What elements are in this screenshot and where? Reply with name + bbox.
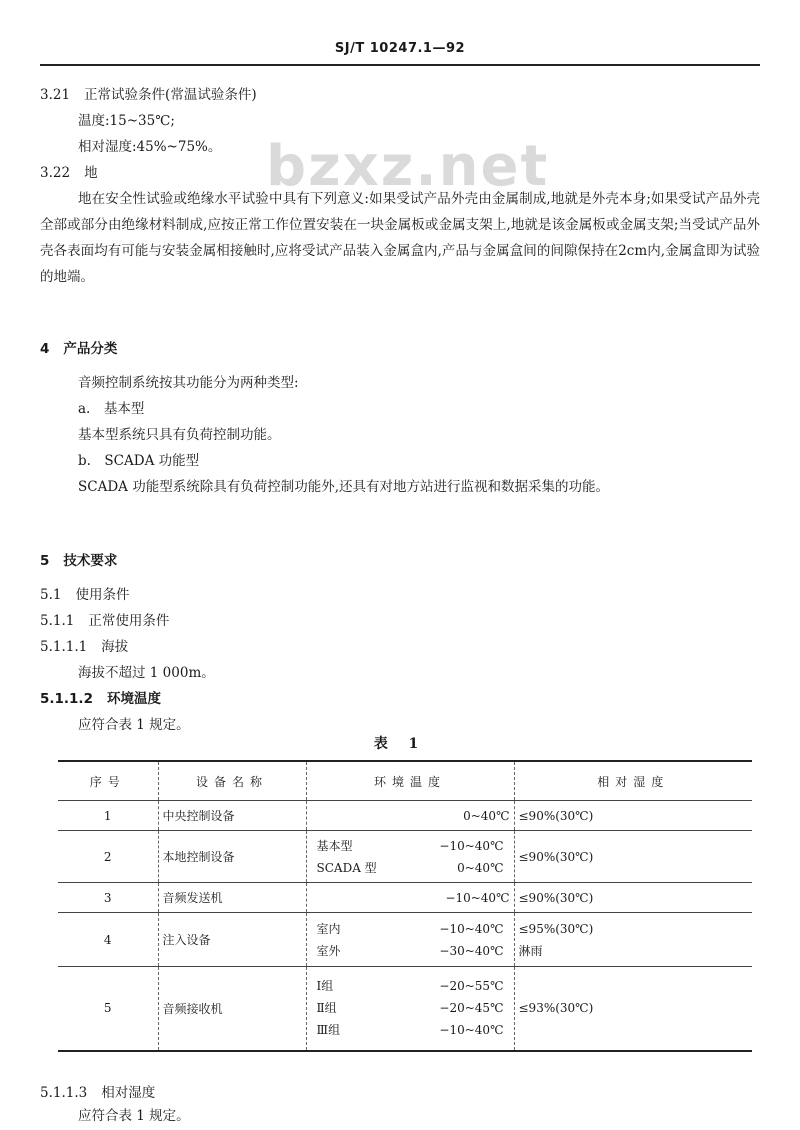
section-number: 4 xyxy=(40,341,50,357)
variant-label: 室外 xyxy=(316,943,341,958)
temperature-subrow xyxy=(311,918,510,940)
section-title: 地 xyxy=(84,165,98,181)
table-row xyxy=(58,913,752,967)
watermark: bzxz.net xyxy=(266,134,550,199)
type-a-description: 基本型系统只具有负荷控制功能。 xyxy=(78,427,281,443)
variant-label: SCADA 型 xyxy=(316,860,377,875)
section-title: 正常使用条件 xyxy=(88,613,170,629)
header-equipment: 设备名称 xyxy=(158,761,306,801)
humidity-value: ≤90%(30℃) xyxy=(514,831,752,883)
humidity-note: 淋雨 xyxy=(518,943,543,958)
section-title: 正常试验条件(常温试验条件) xyxy=(84,87,257,103)
humidity-value: ≤90%(30℃) xyxy=(514,801,752,831)
ambient-temperature-text: 应符合表 1 规定。 xyxy=(78,717,190,733)
section-5-1-heading xyxy=(40,582,760,608)
temperature-range: 0~40℃ xyxy=(306,801,514,831)
type-b-description: SCADA 功能型系统除具有负荷控制功能外,还具有对地方站进行监视和数据采集的功能。 xyxy=(78,479,609,495)
section-3-22 xyxy=(40,160,760,290)
header-ambient-temperature: 环境温度 xyxy=(306,761,514,801)
humidity-line: 相对湿度:45%~75%。 xyxy=(78,139,222,155)
row-number: 3 xyxy=(58,883,158,913)
row-number: 4 xyxy=(58,913,158,967)
table-1-caption: 表 1 xyxy=(373,736,427,752)
table-row xyxy=(58,883,752,913)
section-5-1-1-1-heading xyxy=(40,634,760,660)
altitude-text: 海拔不超过 1 000m。 xyxy=(78,665,215,681)
section-number: 5.1.1 xyxy=(40,613,75,629)
humidity-value: ≤93%(30℃) xyxy=(514,967,752,1051)
table-row xyxy=(58,831,752,883)
temperature-range: −10~40℃ xyxy=(306,883,514,913)
section-3-21-heading xyxy=(40,82,760,108)
section-5-1-1-3-heading xyxy=(40,1080,760,1106)
variant-label: 室内 xyxy=(316,921,341,936)
temperature-subrow xyxy=(311,835,510,857)
classification-intro: 音频控制系统按其功能分为两种类型: xyxy=(78,375,299,391)
temperature-range: −10~40℃ xyxy=(439,921,504,936)
row-number: 2 xyxy=(58,831,158,883)
section-number: 5.1 xyxy=(40,587,62,603)
section-title: 海拔 xyxy=(101,639,129,655)
section-number: 3.21 xyxy=(40,87,71,103)
group-label: Ⅲ组 xyxy=(316,1023,341,1038)
humidity-value: ≤90%(30℃) xyxy=(514,883,752,913)
temperature-line: 温度:15~35℃; xyxy=(78,113,175,129)
temperature-subrow xyxy=(311,975,510,997)
temperature-range: 0~40℃ xyxy=(457,860,504,875)
relative-humidity-text: 应符合表 1 规定。 xyxy=(78,1108,190,1124)
temperature-range: −10~40℃ xyxy=(439,838,504,853)
section-number: 3.22 xyxy=(40,165,71,181)
type-a-label: a. 基本型 xyxy=(78,401,145,417)
temperature-cell xyxy=(306,831,514,883)
temperature-subrow xyxy=(311,940,510,962)
section-title: 技术要求 xyxy=(63,553,118,569)
ground-definition-paragraph: 地在安全性试验或绝缘水平试验中具有下列意义:如果受试产品外壳由金属制成,地就是外壳本身;如果受试产品外壳全部或部分由绝缘材料制成,应按正常工作位置安装在一块金属板或金属支架上,地就是该金属板或金属支架;当受试产品外壳各表面均有可能与安装金属相接触时,应将受试产品装入金属盒内,产品与金属盒间的间隙保持在2cm内,金属盒即为试验的地端。 xyxy=(40,191,760,285)
type-b-label: b. SCADA 功能型 xyxy=(78,453,200,469)
section-number: 5.1.1.2 xyxy=(40,691,93,707)
section-5-1-1-2-heading xyxy=(40,686,760,712)
section-title: 使用条件 xyxy=(75,587,130,603)
section-number: 5.1.1.1 xyxy=(40,639,88,655)
section-title: 相对湿度 xyxy=(101,1085,156,1101)
table-row xyxy=(58,967,752,1051)
variant-label: 基本型 xyxy=(316,838,353,853)
row-number: 1 xyxy=(103,808,112,823)
page-header: SJ/T 10247.1—92 xyxy=(40,34,760,66)
section-title: 产品分类 xyxy=(63,341,118,357)
table-header-row xyxy=(58,761,752,801)
temperature-range: −30~40℃ xyxy=(439,943,504,958)
group-label: Ⅰ组 xyxy=(316,979,334,994)
section-number: 5.1.1.3 xyxy=(40,1085,88,1101)
header-relative-humidity: 相对湿度 xyxy=(514,761,752,801)
header-no: 序号 xyxy=(58,761,158,801)
temperature-subrow xyxy=(311,997,510,1019)
row-number: 5 xyxy=(58,967,158,1051)
section-4-heading xyxy=(40,336,760,362)
section-5-1-1-heading xyxy=(40,608,760,634)
temperature-subrow xyxy=(311,1019,510,1041)
section-number: 5 xyxy=(40,553,50,569)
table-row xyxy=(58,801,752,831)
section-3-21 xyxy=(40,82,760,160)
equipment-name: 音频接收机 xyxy=(158,967,306,1051)
humidity-value: ≤95%(30℃) xyxy=(518,921,594,936)
equipment-name: 音频发送机 xyxy=(158,883,306,913)
section-3-22-heading xyxy=(40,160,760,186)
equipment-name: 中央控制设备 xyxy=(158,801,306,831)
temperature-range: −10~40℃ xyxy=(439,1023,504,1038)
section-title: 环境温度 xyxy=(106,691,161,707)
temperature-range: −20~45℃ xyxy=(439,1001,504,1016)
temperature-range: −20~55℃ xyxy=(439,979,504,994)
equipment-name: 注入设备 xyxy=(158,913,306,967)
equipment-name: 本地控制设备 xyxy=(158,831,306,883)
group-label: Ⅱ组 xyxy=(316,1001,337,1016)
section-5 xyxy=(40,548,760,738)
table-1 xyxy=(58,760,752,1052)
section-5-1-1-3 xyxy=(40,1080,760,1126)
temperature-cell xyxy=(306,913,514,967)
humidity-cell xyxy=(514,913,752,967)
section-4 xyxy=(40,336,760,500)
temperature-subrow xyxy=(311,857,510,879)
section-5-heading xyxy=(40,548,760,574)
temperature-cell xyxy=(306,967,514,1051)
